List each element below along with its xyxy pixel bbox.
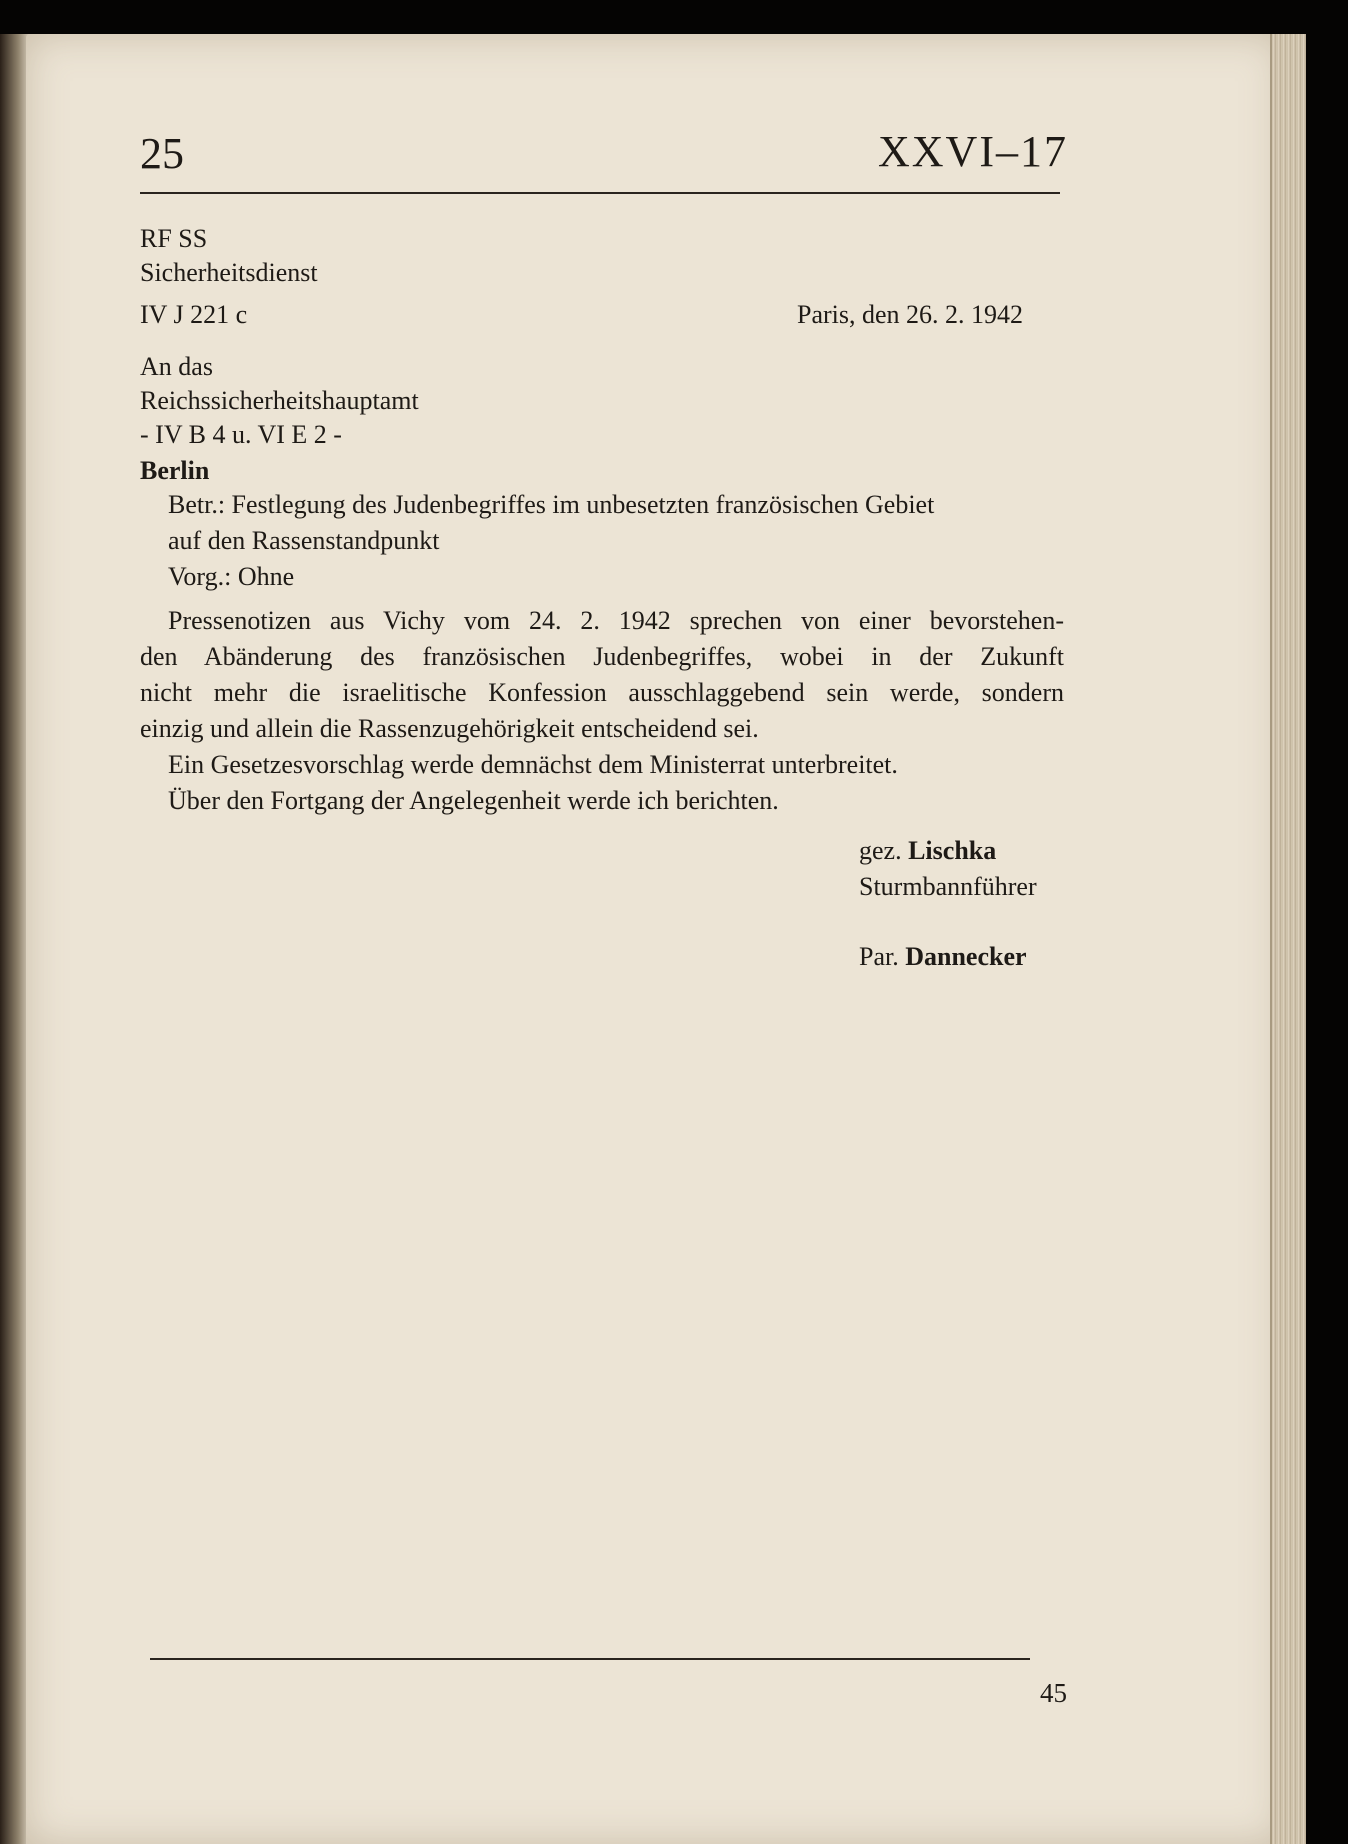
subject-line-1: Betr.: Festlegung des Judenbegriffes im unbesetzten französischen Gebiet [168,490,935,519]
sender-reference: IV J 221 c [140,300,248,329]
document-number: 25 [140,129,184,178]
body-p1-line-4: einzig und allein die Rassenzugehörigkeit entscheidend sei. [140,714,759,743]
sender-line-2: Sicherheitsdienst [140,258,318,287]
signature-name-1: Lischka [908,836,997,865]
document-code: XXVI–17 [878,127,1068,176]
signature-2 [859,942,1027,972]
signature-name-2: Dannecker [905,942,1027,971]
body-p2: Ein Gesetzesvorschlag werde demnächst dem Ministerrat unterbreitet. [168,750,898,779]
recipient-line-3: - IV B 4 u. VI E 2 - [140,420,342,449]
page-edges [1270,34,1306,1844]
recipient-line-1: An das [140,352,213,381]
recipient-line-2: Reichssicherheitshauptamt [140,386,419,415]
page-number: 45 [1040,1678,1067,1708]
signature-prefix-1: gez. [859,836,902,865]
reference-line: Vorg.: Ohne [168,562,295,591]
body-p1-line-3: nicht mehr die israelitische Konfession ausschlaggebend sein werde, sondern [140,678,1064,707]
subject-line-2: auf den Rassenstandpunkt [168,526,440,555]
signature-prefix-2: Par. [859,942,899,971]
body-p3: Über den Fortgang der Angelegenheit werde ich berichten. [168,786,779,815]
header-rule [140,192,1060,194]
place-date: Paris, den 26. 2. 1942 [797,300,1024,329]
signature-1 [859,836,996,866]
signature-title-1: Sturmbannführer [859,872,1037,901]
recipient-city: Berlin [140,456,210,485]
body-p1-line-2: den Abänderung des französischen Judenbegriffes, wobei in der Zukunft [140,642,1064,671]
sender-line-1: RF SS [140,224,208,253]
body-p1-line-1: Pressenotizen aus Vichy vom 24. 2. 1942 sprechen von einer bevorstehen- [168,606,1064,635]
footer-rule [150,1658,1030,1660]
